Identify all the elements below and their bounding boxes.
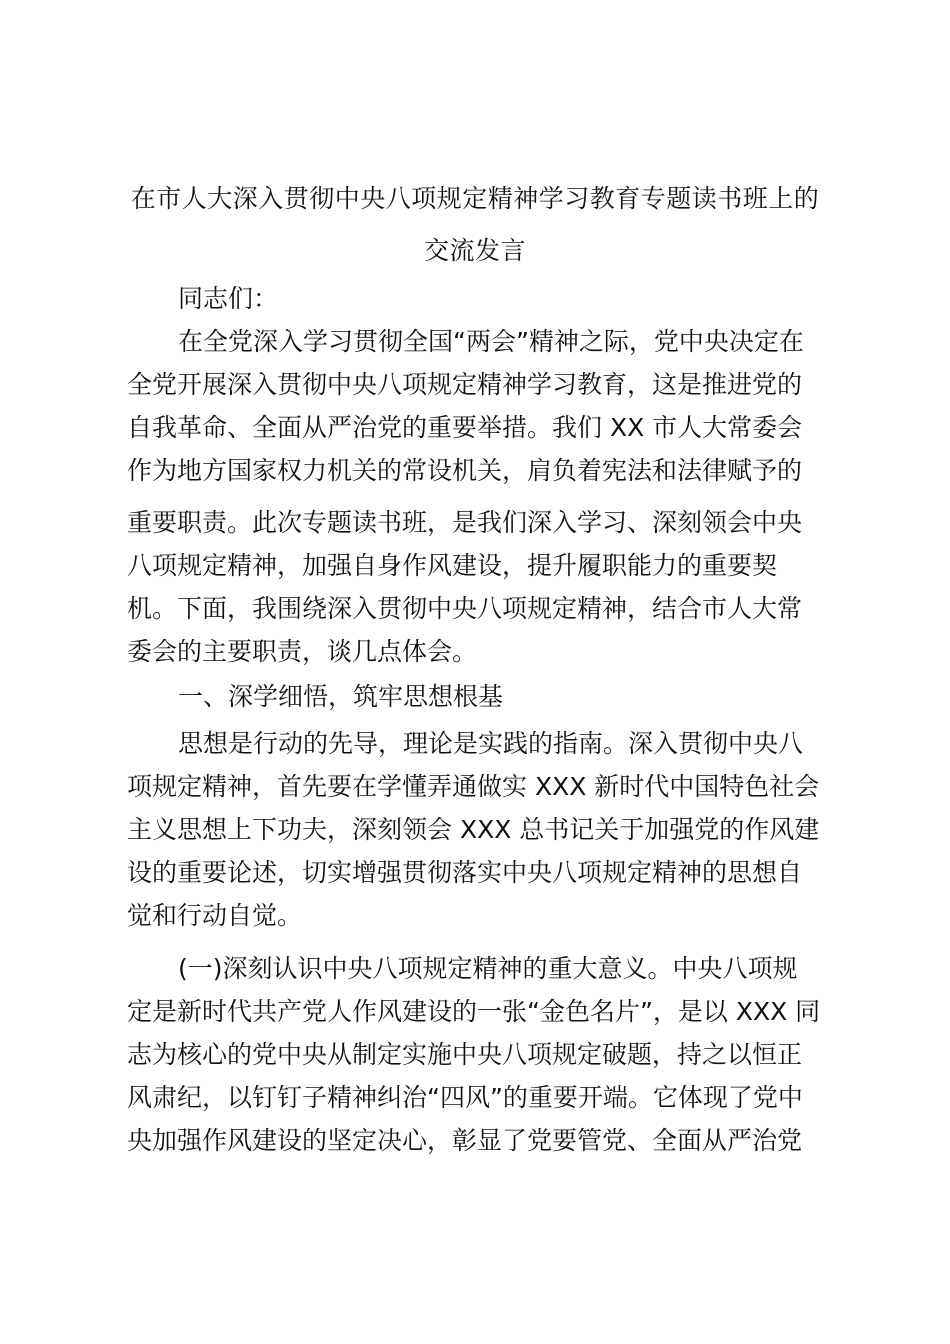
paragraph-1-line: 自我革命、全面从严治党的重要举措。我们 XX 市人大常委会 — [127, 413, 803, 442]
paragraph-1-line: 八项规定精神，加强自身作风建设，提升履职能力的重要契 — [127, 551, 778, 580]
paragraph-1-line: 全党开展深入贯彻中央八项规定精神学习教育，这是推进党的 — [127, 370, 803, 399]
paragraph-3-line: (一)深刻认识中央八项规定精神的重大意义。中央八项规 — [178, 954, 798, 983]
paragraph-2-line: 思想是行动的先导，理论是实践的指南。深入贯彻中央八 — [178, 729, 804, 758]
paragraph-3-line: 定是新时代共产党人作风建设的一张“金色名片”，是以 XXX 同 — [127, 997, 821, 1026]
paragraph-2-line: 主义思想上下功夫，深刻领会 XXX 总书记关于加强党的作风建 — [127, 815, 820, 844]
paragraph-1-line: 机。下面，我围绕深入贯彻中央八项规定精神，结合市人大常 — [127, 594, 803, 623]
paragraph-3-line: 风肃纪，以钉钉子精神纠治“四风”的重要开端。它体现了党中 — [127, 1083, 803, 1112]
paragraph-1-line: 作为地方国家权力机关的常设机关，肩负着宪法和法律赋予的 — [127, 456, 803, 485]
document-title-line-2: 交流发言 — [423, 236, 526, 265]
paragraph-1-line: 委会的主要职责，谈几点体会。 — [127, 637, 478, 666]
paragraph-1-line: 重要职责。此次专题读书班，是我们深入学习、深刻领会中央 — [127, 508, 803, 537]
paragraph-3-line: 志为核心的党中央从制定实施中央八项规定破题，持之以恒正 — [127, 1040, 803, 1069]
paragraph-2-line: 项规定精神，首先要在学懂弄通做实 XXX 新时代中国特色社会 — [127, 772, 820, 801]
document-title-line-1: 在市人大深入贯彻中央八项规定精神学习教育专题读书班上的 — [130, 184, 820, 213]
paragraph-1-line: 在全党深入学习贯彻全国“两会”精神之际，党中央决定在 — [178, 327, 804, 356]
paragraph-2-line: 觉和行动自觉。 — [127, 901, 303, 930]
paragraph-2-line: 设的重要论述，切实增强贯彻落实中央八项规定精神的思想自 — [127, 858, 803, 887]
salutation: 同志们： — [178, 284, 279, 313]
paragraph-3-line: 央加强作风建设的坚定决心，彰显了党要管党、全面从严治党 — [127, 1126, 803, 1155]
section-heading-1: 一、深学细悟，筑牢思想根基 — [178, 682, 504, 711]
